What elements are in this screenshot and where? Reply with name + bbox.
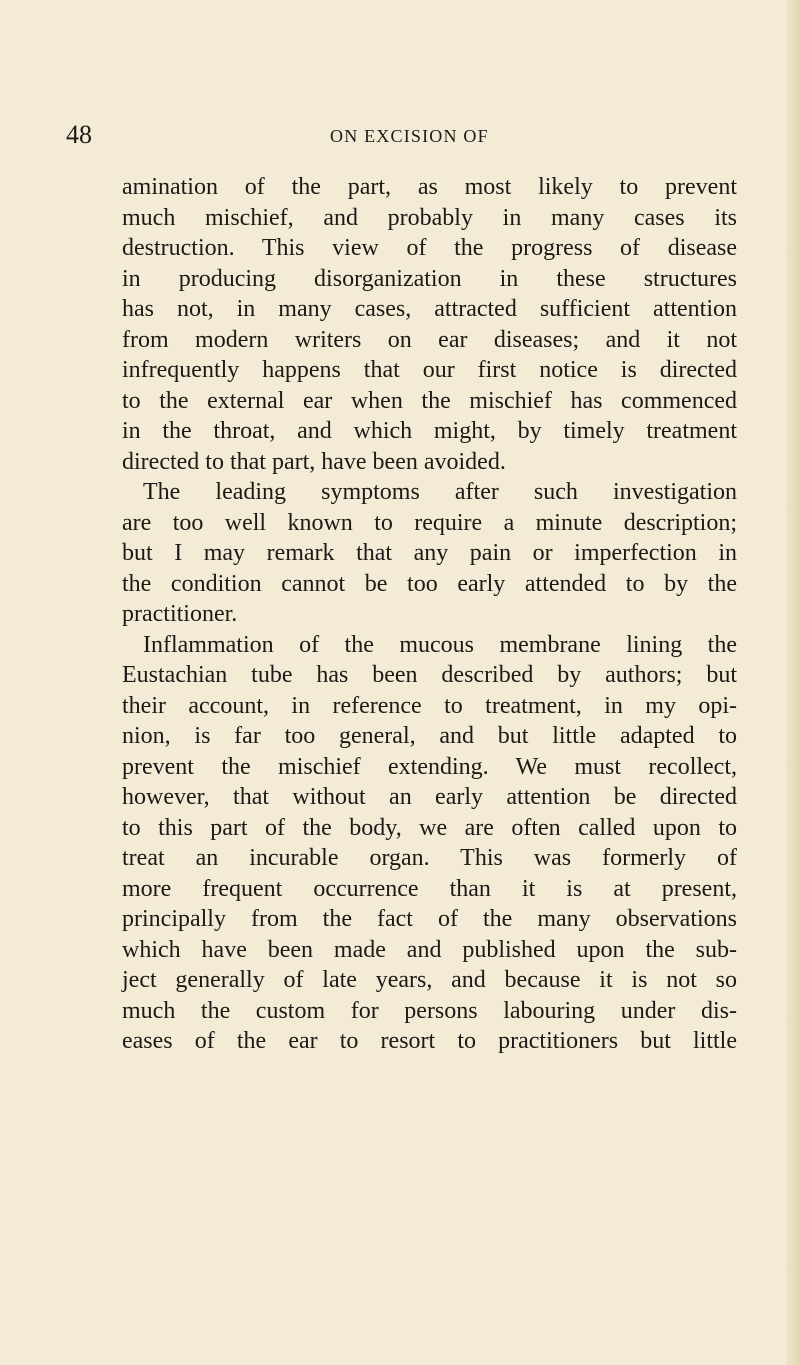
text-line: directed to that part, have been avoided. [122,448,506,475]
text-line: Eustachian tube has been described by authors; but [122,662,737,688]
text-line: ject generally of late years, and because it is not so [122,967,737,993]
text-line: more frequent occurrence than it is at present, [122,875,737,902]
text-line: to the external ear when the mischief has commenced [122,387,737,414]
text-line: their account, in reference to treatment, in my opi- [122,692,737,719]
text-line: principally from the fact of the many observations [122,906,737,932]
running-head [0,120,800,150]
text-line: in producing disorganization in these structures [122,265,737,292]
text-line: but I may remark that any pain or imperfection in [122,540,737,566]
text-line: from modern writers on ear diseases; and it not [122,326,737,353]
text-line: nion, is far too general, and but little adapted to [122,723,737,749]
text-line: amination of the part, as most likely to prevent [122,174,737,200]
text-line: eases of the ear to resort to practitioners but little [122,1028,737,1054]
text-line: infrequently happens that our first notice is directed [122,357,737,383]
text-line: much the custom for persons labouring under dis- [122,997,737,1024]
running-title: ON EXCISION OF [330,126,489,146]
text-line: prevent the mischief extending. We must recollect, [122,753,737,780]
text-line: however, that without an early attention be directed [122,784,737,810]
text-line: The leading symptoms after such investigation [143,479,737,505]
text-line: are too well known to require a minute description; [122,509,737,536]
text-line: destruction. This view of the progress of disease [122,235,737,261]
text-line: in the throat, and which might, by timely treatment [122,418,737,444]
text-line: which have been made and published upon the sub- [122,936,737,963]
text-line: treat an incurable organ. This was formerly of [122,845,737,871]
text-line: much mischief, and probably in many cases its [122,204,737,231]
text-line: Inflammation of the mucous membrane lining the [143,631,737,658]
text-line: has not, in many cases, attracted sufficient attention [122,296,737,322]
text-line: practitioner. [122,601,238,627]
text-line: the condition cannot be too early attended to by the [122,570,737,597]
text-line: to this part of the body, we are often called upon to [122,814,737,841]
page-edge [786,0,800,1365]
page-number: 48 [66,120,92,149]
body-text [122,172,737,1057]
